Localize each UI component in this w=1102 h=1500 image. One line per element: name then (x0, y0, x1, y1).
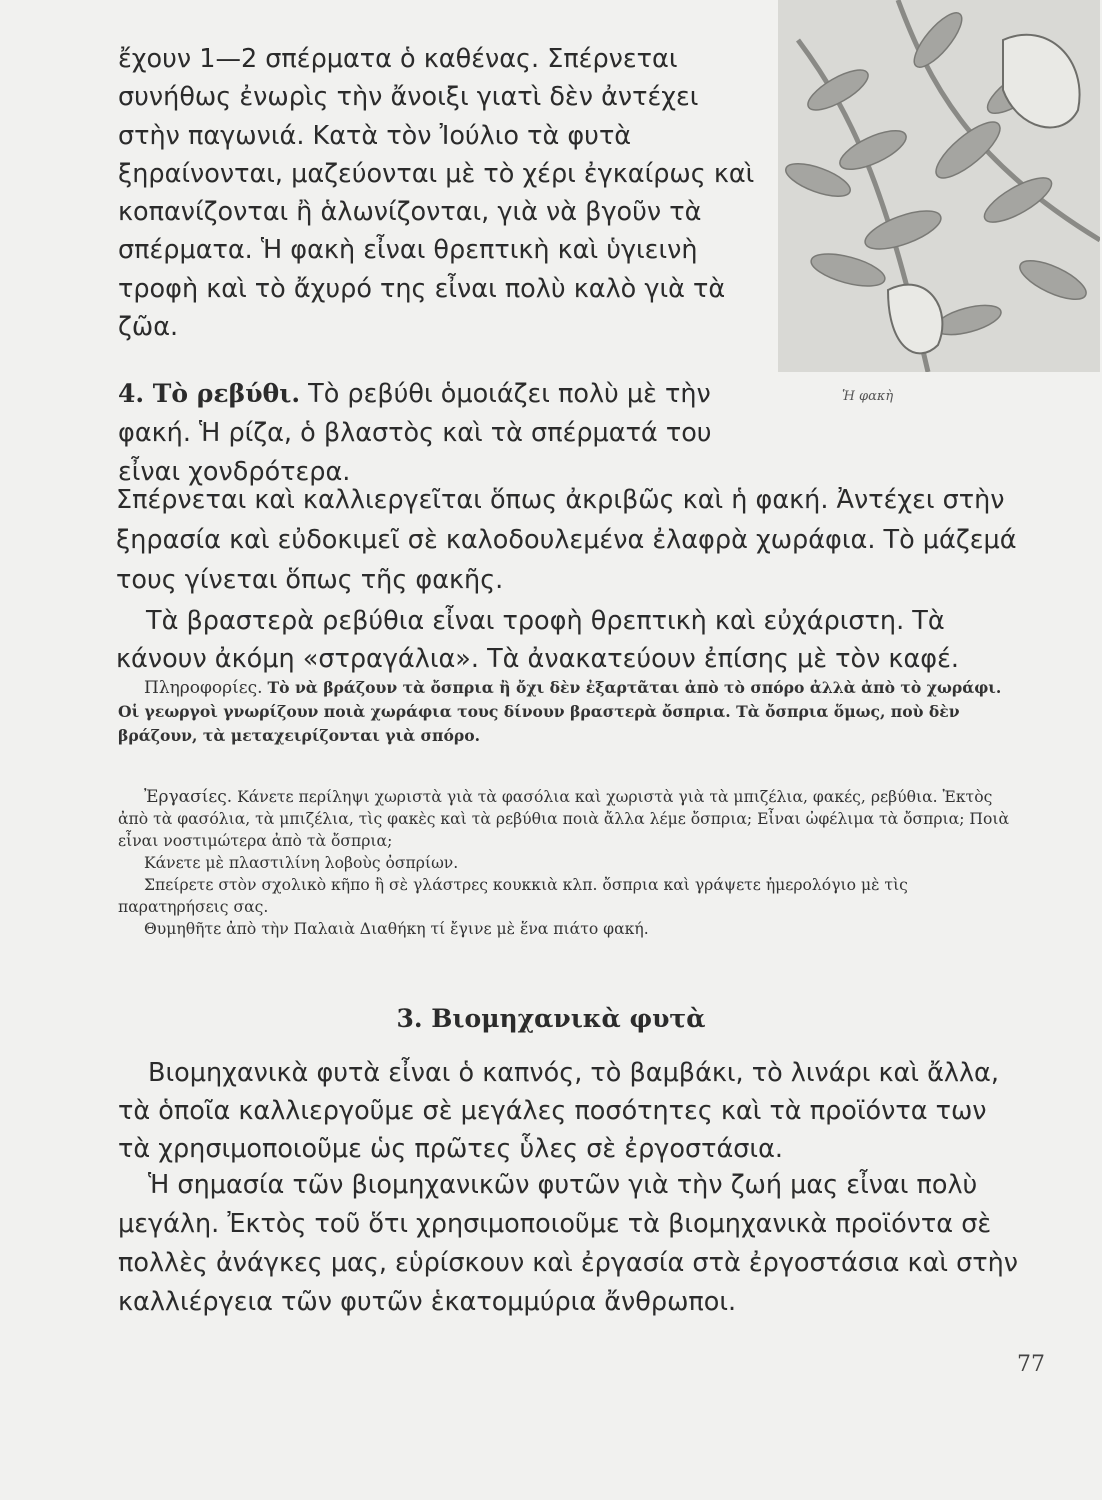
intro-paragraph: ἔχουν 1—2 σπέρματα ὁ καθένας. Σπέρνεται συνήθως ἐνωρὶς τὴν ἄνοιξι γιατὶ δὲν ἀντέχει στὴν παγωνιά. Κατὰ τὸν Ἰούλιο τὰ φυτὰ ξηραίνονται, μαζεύονται μὲ τὸ χέρι ἐγκαίρως καὶ κοπανίζονται ἢ ἁλωνίζονται, γιὰ νὰ βγοῦν τὰ σπέρματα. Ἡ φακὴ εἶναι θρεπτικὴ καὶ ὑγιεινὴ τροφὴ καὶ τὸ ἄχυρό της εἶναι πολὺ καλὸ γιὰ τὰ ζῶα. (118, 44, 755, 343)
tasks-line4: Θυμηθῆτε ἀπὸ τὴν Παλαιὰ Διαθήκη τί ἔγινε μὲ ἕνα πιάτο φακή. (144, 920, 649, 938)
section3-para1: Βιομηχανικὰ φυτὰ εἶναι ὁ καπνός, τὸ βαμβάκι, τὸ λινάρι καὶ ἄλλα, τὰ ὁποῖα καλλιεργοῦμε σὲ μεγάλες ποσότητες καὶ τὰ προϊόντα των τὰ χρησιμοποιοῦμε ὡς πρῶτες ὗλες σὲ ἐργοστάσια. (118, 1058, 999, 1164)
section4-text2: Σπέρνεται καὶ καλλιεργεῖται ὅπως ἀκριβῶς καὶ ἡ φακή. Ἀντέχει στὴν ξηρασία καὶ εὐδοκιμεῖ σὲ καλοδουλεμένα ἐλαφρὰ χωράφια. Τὸ μάζεμά τους γίνεται ὅπως τῆς φακῆς. (116, 485, 1017, 595)
figure-caption: Ἡ φακὴ (842, 389, 894, 404)
section4-text1: Τὸ ρεβύθι ὁμοιάζει πολὺ μὲ τὴν φακή. Ἡ ρίζα, ὁ βλαστὸς καὶ τὰ σπέρματά του εἶναι χονδρότερα. (118, 379, 712, 487)
tasks-line3: Σπείρετε στὸν σχολικὸ κῆπο ἢ σὲ γλάστρες κουκκιὰ κλπ. ὄσπρια καὶ γράψετε ἡμερολόγιο μὲ τὶς παρατηρήσεις σας. (118, 876, 908, 916)
tasks-line2: Κάνετε μὲ πλαστιλίνη λοβοὺς ὀσπρίων. (144, 854, 459, 872)
info-paragraph (118, 676, 1018, 748)
section4-heading: 4. Τὸ ρεβύθι. (118, 379, 301, 408)
section3-heading: 3. Βιομηχανικὰ φυτὰ (396, 1004, 706, 1033)
tasks-line1-text: Κάνετε περίληψι χωριστὰ γιὰ τὰ φασόλια καὶ χωριστὰ γιὰ τὰ μπιζέλια, φακές, ρεβύθια. Ἐκτὸς ἀπὸ τὰ φασόλια, τὰ μπιζέλια, τὶς φακὲς καὶ τὰ ρεβύθια ποιὰ ἄλλα λέμε ὄσπρια; Εἶναι ὠφέλιμα τὰ ὄσπρια; Ποιὰ εἶναι νοστιμώτερα ἀπὸ τὰ ὄσπρια; (118, 788, 1010, 850)
lentil-plant-illustration (778, 0, 1100, 372)
tasks-line1 (118, 786, 1018, 852)
section3-para2: Ἡ σημασία τῶν βιομηχανικῶν φυτῶν γιὰ τὴν ζωή μας εἶναι πολὺ μεγάλη. Ἐκτὸς τοῦ ὅτι χρησιμοποιοῦμε τὰ βιομηχανικὰ προϊόντα σὲ πολλὲς ἀνάγκες μας, εὑρίσκουν καὶ ἐργασία στὰ ἐργοστάσια καὶ στὴν καλλιέργεια τῶν φυτῶν ἑκατομμύρια ἄνθρωποι. (118, 1170, 1019, 1317)
leaf-icon (778, 0, 1100, 372)
tasks-label: Ἐργασίες. (144, 787, 233, 807)
info-label: Πληροφορίες. (144, 678, 263, 698)
tasks-block (118, 786, 1018, 940)
section4-text3: Τὰ βραστερὰ ρεβύθια εἶναι τροφὴ θρεπτικὴ καὶ εὐχάριστη. Τὰ κάνουν ἀκόμη «στραγάλια». Τὰ ἀνακατεύουν ἐπίσης μὲ τὸν καφέ. (116, 606, 959, 674)
section4-paragraph (118, 374, 768, 492)
info-text: Τὸ νὰ βράζουν τὰ ὄσπρια ἢ ὄχι δὲν ἐξαρτᾶται ἀπὸ τὸ σπόρο ἀλλὰ ἀπὸ τὸ χωράφι. Οἱ γεωργοὶ γνωρίζουν ποιὰ χωράφια τους δίνουν βραστερὰ ὄσπρια. Τὰ ὄσπρια ὅμως, ποὺ δὲν βράζουν, τὰ μεταχειρίζονται γιὰ σπόρο. (118, 678, 1002, 745)
page-number: 77 (1017, 1352, 1045, 1377)
